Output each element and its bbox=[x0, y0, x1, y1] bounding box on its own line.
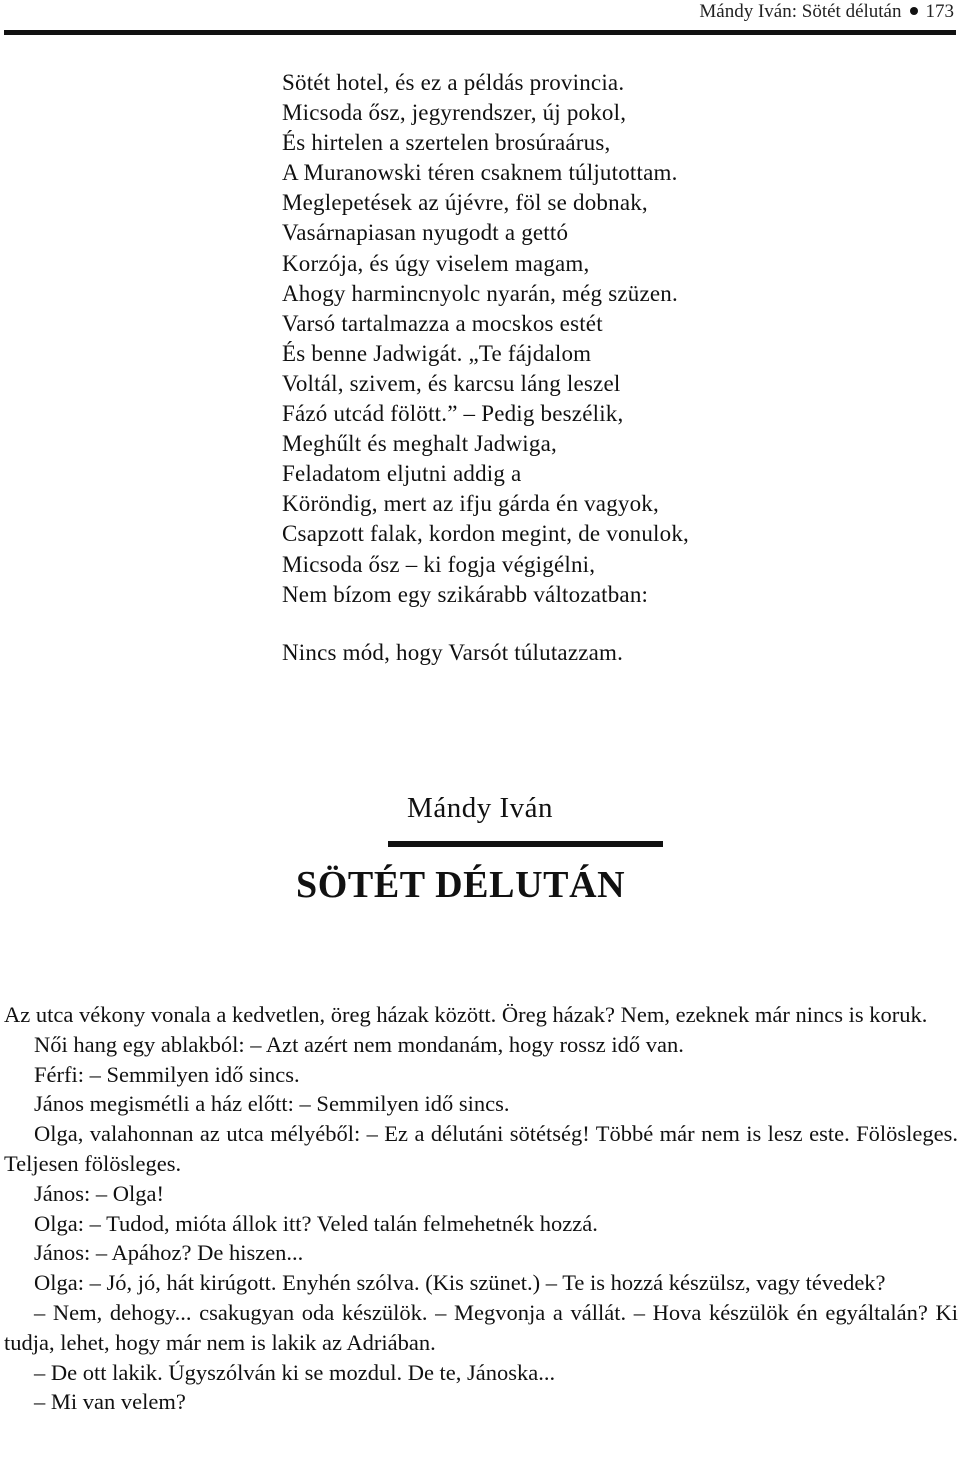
header-rule bbox=[4, 30, 956, 35]
paragraph: – Mi van velem? bbox=[34, 1389, 186, 1415]
poem-line: Ahogy harmincnyolc nyarán, még szüzen. bbox=[282, 280, 678, 306]
poem-line: És benne Jadwigát. „Te fájdalom bbox=[282, 340, 592, 366]
paragraph: János: – Olga! bbox=[34, 1180, 164, 1206]
poem-line: Csapzott falak, kordon megint, de vonulok, bbox=[282, 521, 689, 547]
title-rule bbox=[388, 841, 663, 847]
paragraph: Férfi: – Semmilyen idő sincs. bbox=[34, 1061, 300, 1087]
paragraph: János megismétli a ház előtt: – Semmilyen idő sincs. bbox=[34, 1091, 510, 1117]
paragraph: János: – Apához? De hiszen... bbox=[34, 1240, 304, 1266]
poem-line: Voltál, szivem, és karcsu láng leszel bbox=[282, 370, 621, 396]
poem-line: Micsoda ősz – ki fogja végigélni, bbox=[282, 551, 596, 577]
poem-line: Feladatom eljutni addig a bbox=[282, 461, 522, 487]
poem-line: Sötét hotel, és ez a példás provincia. bbox=[282, 70, 625, 95]
paragraph: Olga: – Tudod, mióta állok itt? Veled talán felmehetnék hozzá. bbox=[34, 1210, 598, 1236]
running-header bbox=[699, 0, 954, 24]
paragraph: – Nem, dehogy... csakugyan oda készülök. – Megvonja a vállát. – Hova készülök én egyáltalán? Ki tudja, lehet, hogy már nem is lakik az Adriában. bbox=[4, 1299, 958, 1355]
paragraph: Női hang egy ablakból: – Azt azért nem mondanám, hogy rossz idő van. bbox=[34, 1031, 684, 1057]
story-text bbox=[4, 1000, 958, 1417]
poem-line: Varsó tartalmazza a mocskos estét bbox=[282, 310, 603, 336]
poem-line: Korzója, és úgy viselem magam, bbox=[282, 250, 590, 276]
paragraph: – De ott lakik. Úgyszólván ki se mozdul. De te, Jánoska... bbox=[34, 1359, 556, 1385]
paragraph: Az utca vékony vonala a kedvetlen, öreg házak között. Öreg házak? Nem, ezeknek már nincs is koruk. bbox=[4, 1002, 928, 1027]
poem-line: Fázó utcád fölött.” – Pedig beszélik, bbox=[282, 401, 624, 427]
story-author: Mándy Iván bbox=[407, 792, 553, 824]
story-title: SÖTÉT DÉLUTÁN bbox=[296, 864, 626, 906]
poem-line: Nem bízom egy szikárabb változatban: bbox=[282, 581, 649, 607]
poem-line: A Muranowski téren csaknem túljutottam. bbox=[282, 160, 678, 186]
page-number: 173 bbox=[925, 1, 954, 22]
running-title: Mándy Iván: Sötét délután bbox=[699, 1, 902, 22]
poem-line: Meglepetések az újévre, föl se dobnak, bbox=[282, 190, 648, 216]
paragraph: Olga: – Jó, jó, hát kirúgott. Enyhén szólva. (Kis szünet.) – Te is hozzá készülsz, vagy tévedek? bbox=[34, 1270, 886, 1296]
poem-line: És hirtelen a szertelen brosúraárus, bbox=[282, 130, 611, 156]
poem bbox=[282, 68, 952, 668]
poem-line: Vasárnapiasan nyugodt a gettó bbox=[282, 220, 569, 246]
poem-final-line: Nincs mód, hogy Varsót túlutazzam. bbox=[282, 639, 624, 665]
bullet-dot-icon bbox=[910, 7, 918, 15]
poem-line: Micsoda ősz, jegyrendszer, új pokol, bbox=[282, 100, 627, 126]
paragraph: Olga, valahonnan az utca mélyéből: – Ez a délutáni sötétség! Többé már nem is lesz este. Fölösleges. Teljesen fölösleges. bbox=[4, 1121, 958, 1176]
poem-line: Köröndig, mert az ifju gárda én vagyok, bbox=[282, 491, 659, 517]
poem-line: Meghűlt és meghalt Jadwiga, bbox=[282, 431, 557, 457]
